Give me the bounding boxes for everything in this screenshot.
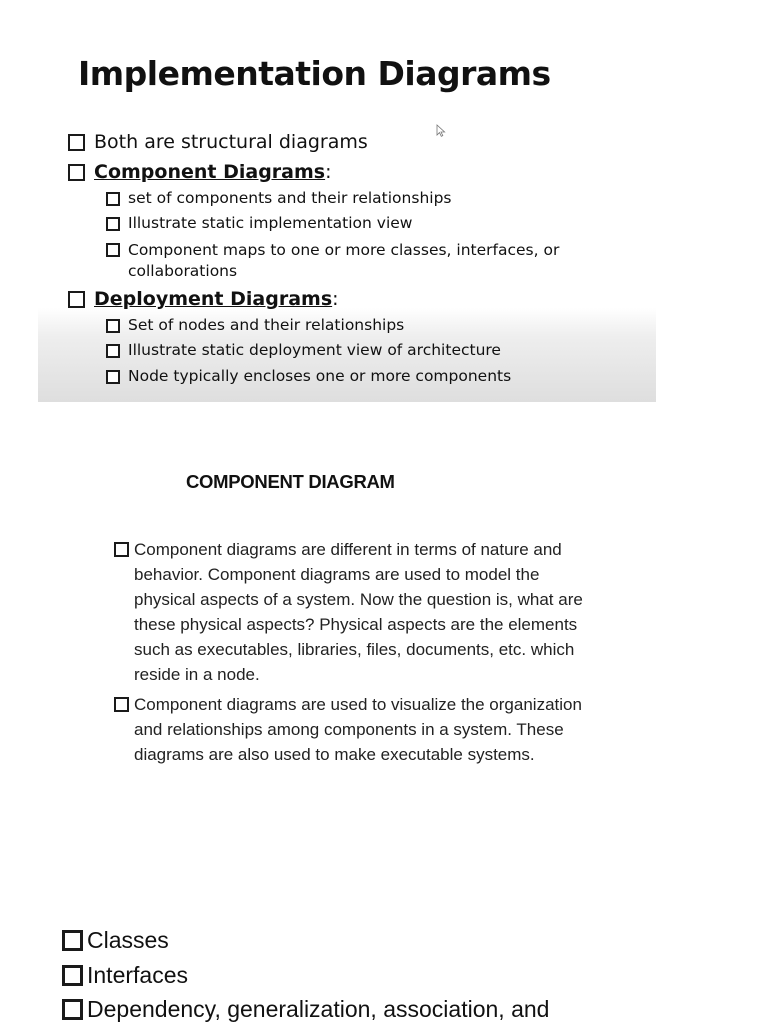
- component-item: [106, 240, 648, 282]
- slide-title: Implementation Diagrams: [78, 54, 551, 93]
- paragraph-text: Component diagrams are different in terms of nature and behavior. Component diagrams are used to model the physical aspects of a system. Now the question is, what are these physical aspects? Physical aspects are the elements such as executables, libraries, files, documents, etc. which reside in a node.: [134, 540, 583, 684]
- deployment-item: [106, 341, 501, 359]
- checkbox-icon: [106, 319, 120, 333]
- checkbox-icon: [114, 697, 129, 712]
- list-item-text: Classes: [87, 927, 169, 953]
- bullet-component-diagrams: [68, 161, 332, 183]
- checkbox-icon: [62, 965, 83, 986]
- bullet-deployment-diagrams: [68, 288, 339, 310]
- paragraph-text: Component diagrams are used to visualize the organization and relationships among components in a system. These diagrams are also used to make executable systems.: [134, 695, 582, 764]
- checkbox-icon: [62, 999, 83, 1020]
- list-item: [62, 996, 549, 1023]
- paragraph: [114, 692, 604, 767]
- checkbox-icon: [106, 217, 120, 231]
- component-heading: Component Diagrams: [94, 161, 326, 183]
- list-item-text: Dependency, generalization, association, and: [87, 996, 550, 1022]
- bullet-both-structural: [68, 131, 368, 153]
- section-title: COMPONENT DIAGRAM: [186, 471, 395, 492]
- deployment-item: [106, 367, 511, 385]
- checkbox-icon: [106, 243, 120, 257]
- deployment-heading: Deployment Diagrams: [94, 288, 333, 310]
- paragraph: [114, 537, 604, 687]
- checkbox-icon: [114, 542, 129, 557]
- bullet-text: Both are structural diagrams: [94, 131, 368, 153]
- deployment-item-text: Set of nodes and their relationships: [128, 316, 405, 334]
- checkbox-icon: [106, 370, 120, 384]
- component-item: [106, 214, 413, 232]
- deployment-item-text: Illustrate static deployment view of architecture: [128, 341, 501, 359]
- deployment-item: [106, 316, 404, 334]
- component-item-text: Component maps to one or more classes, interfaces, or collaborations: [128, 241, 560, 280]
- component-item-text: Illustrate static implementation view: [128, 214, 413, 232]
- deployment-colon: :: [332, 288, 339, 310]
- list-item-text: Interfaces: [87, 962, 188, 988]
- checkbox-icon: [68, 134, 85, 151]
- component-item-text: set of components and their relationships: [128, 189, 452, 207]
- list-item: [62, 927, 169, 954]
- checkbox-icon: [68, 291, 85, 308]
- mouse-pointer-icon: [436, 124, 446, 137]
- checkbox-icon: [106, 192, 120, 206]
- checkbox-icon: [62, 930, 83, 951]
- deployment-item-text: Node typically encloses one or more components: [128, 367, 512, 385]
- component-item: [106, 189, 452, 207]
- checkbox-icon: [68, 164, 85, 181]
- list-item: [62, 962, 188, 989]
- checkbox-icon: [106, 344, 120, 358]
- component-colon: :: [325, 161, 332, 183]
